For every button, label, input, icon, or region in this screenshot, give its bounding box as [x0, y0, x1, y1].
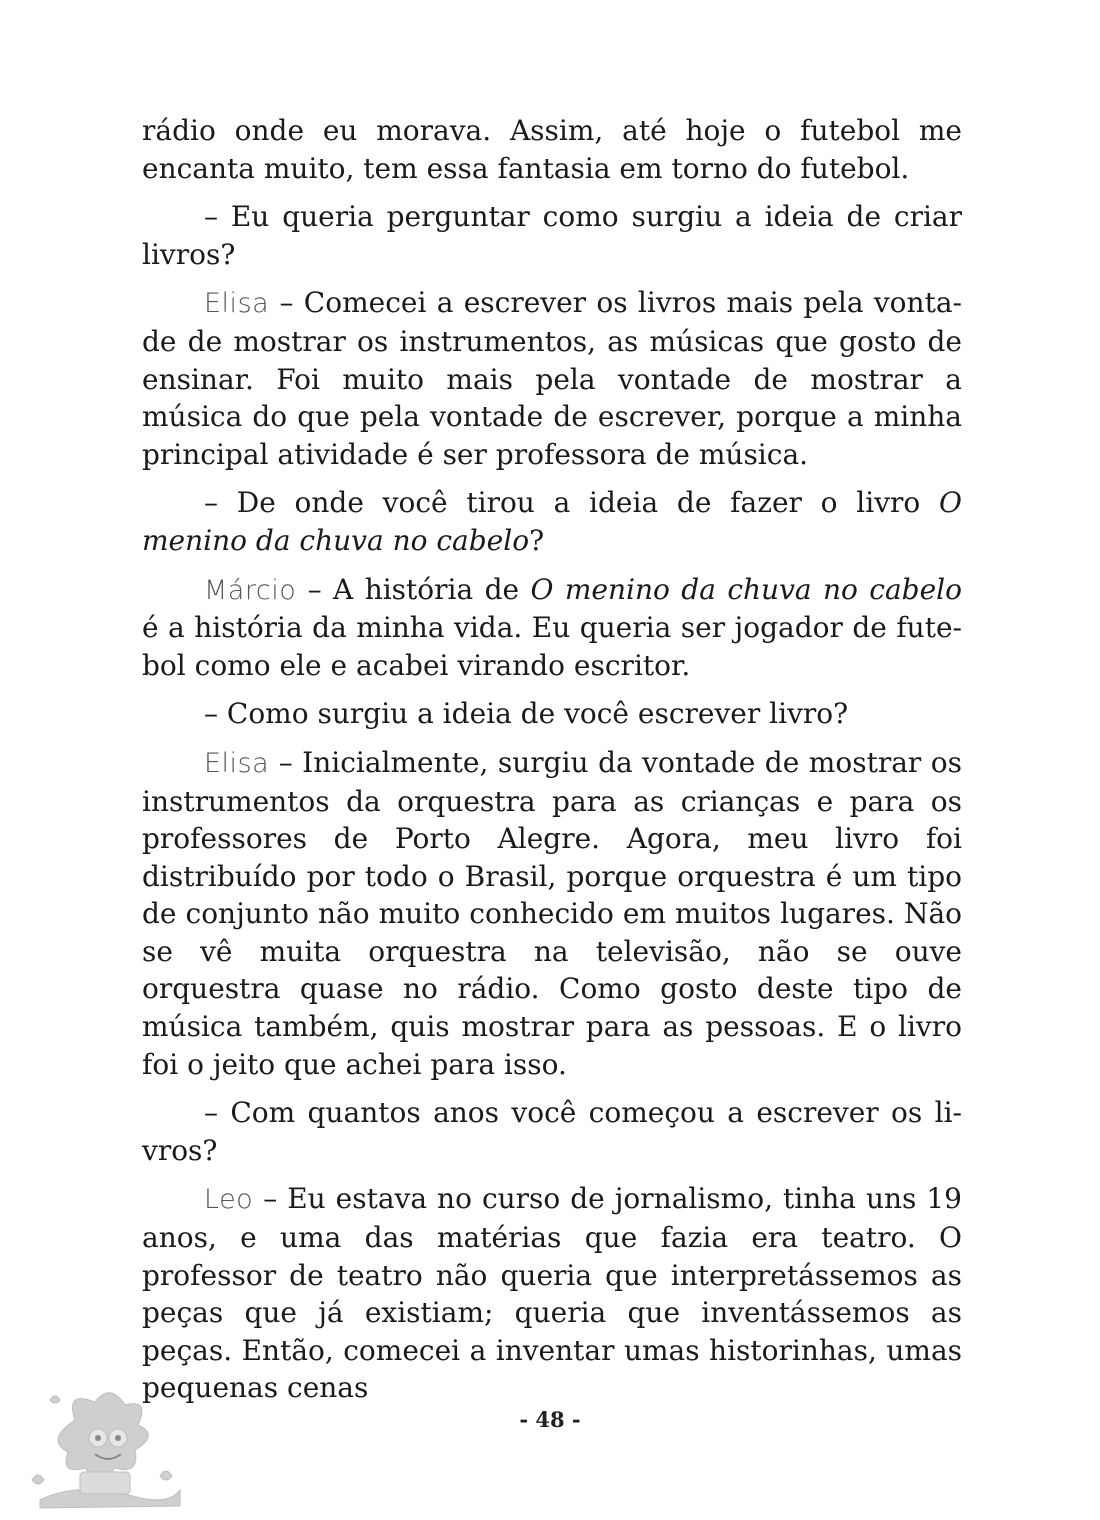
- paragraph-text: – A história de: [307, 572, 531, 606]
- paragraph: [142, 484, 962, 559]
- book-title: O menino da chuva no cabelo: [530, 572, 962, 606]
- book-title: O menino da chuva no cabelo: [142, 486, 962, 557]
- paragraph-text: ?: [529, 523, 545, 557]
- speaker-name: Márcio: [204, 574, 297, 606]
- paragraph-text: – Comecei a escrever os livros mais pela vontade de mostrar os instrumentos, as músicas que gosto de ensinar. Foi muito mais pela vontade de mostrar a música do que pela vontade de escrever, porque a minha principal atividade é ser professora de música.: [142, 286, 962, 471]
- paragraph: [142, 695, 962, 733]
- speaker-name: Elisa: [204, 288, 270, 320]
- paragraph-text: – Eu queria perguntar como surgiu a ideia de criar livros?: [142, 200, 962, 271]
- paragraph-text: – Inicialmente, surgiu da vontade de mostrar os instrumentos da orquestra para as crianças e para os professores de Porto Alegre. Agora, meu livro foi distribuído por todo o Brasil, porque orquestra é um tipo de conjunto não muito conhecido em muitos lugares. Não se vê muita orquestra na televisão, não se ouve orquestra quase no rádio. Como gosto deste tipo de música também, quis mostrar para as pessoas. E o livro foi o jeito que achei para isso.: [142, 745, 962, 1081]
- paragraph: [142, 112, 962, 187]
- page-body: [142, 112, 962, 1418]
- paragraph: [142, 1180, 962, 1407]
- speaker-name: Leo: [204, 1184, 254, 1216]
- speaker-name: Elisa: [204, 747, 270, 779]
- paragraph-text: é a história da minha vida. Eu queria ser jogador de futebol como ele e acabei virando escritor.: [142, 611, 962, 682]
- paragraph: [142, 1094, 962, 1169]
- paragraph: [142, 284, 962, 473]
- paragraph: [142, 571, 962, 685]
- paragraph-text: rádio onde eu morava. Assim, até hoje o futebol me encanta muito, tem essa fantasia em torno do futebol.: [142, 114, 962, 185]
- paragraph: [142, 198, 962, 273]
- paragraph-text: – Com quantos anos você começou a escrever os livros?: [142, 1096, 962, 1167]
- paragraph-text: – Como surgiu a ideia de você escrever livro?: [204, 697, 849, 731]
- paragraph-text: – De onde você tirou a ideia de fazer o livro: [204, 486, 940, 520]
- page-number: - 48 -: [519, 1407, 581, 1432]
- paragraph-text: – Eu estava no curso de jornalismo, tinha uns 19 anos, e uma das matérias que fazia era teatro. O professor de teatro não queria que interpretássemos as peças que já existiam; queria que inventássemos as peças. Então, comecei a inventar umas historinhas, umas pequenas cenas: [142, 1182, 962, 1405]
- mascot-illustration-icon: [20, 1380, 190, 1510]
- paragraph: [142, 744, 962, 1083]
